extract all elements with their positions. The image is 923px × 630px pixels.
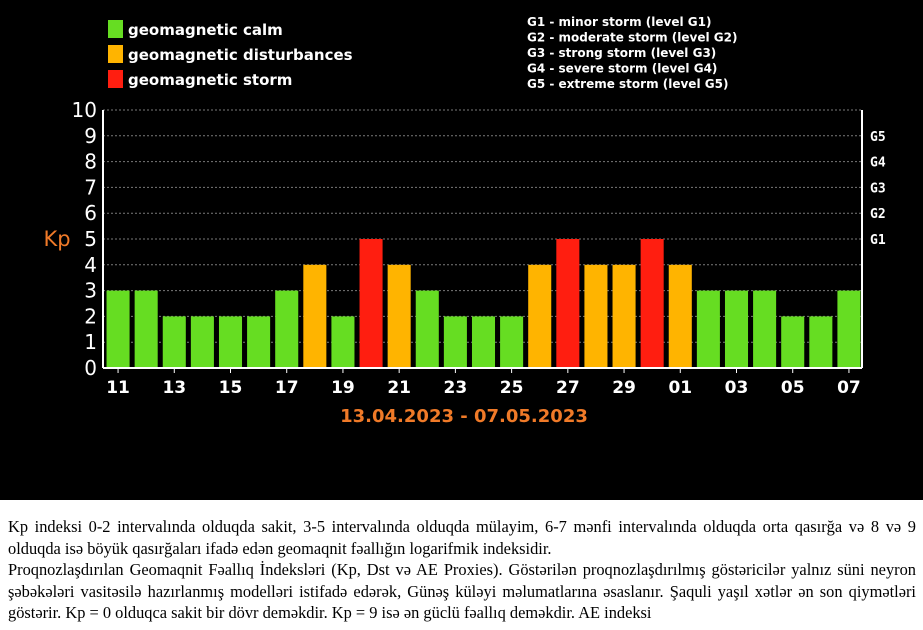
chart-legend [108,20,353,89]
kp-bar [809,316,832,368]
x-tick-label: 15 [218,378,243,398]
storm-level-text: G1 - minor storm (level G1) [527,15,712,29]
description-text [8,516,916,630]
kp-bar [303,265,326,368]
y-tick-label: 5 [84,227,97,251]
storm-level-tick-label: G2 [870,207,886,223]
kp-bar [191,316,214,368]
legend-swatch [108,20,123,38]
kp-bar [472,316,495,368]
kp-bar [641,239,664,368]
grid-lines [103,110,862,342]
legend-label: geomagnetic calm [128,21,283,39]
y-tick-label: 6 [84,201,97,226]
storm-level-tick-label: G5 [870,129,886,145]
y-tick-label: 10 [71,98,97,122]
x-tick-label: 07 [837,378,861,398]
kp-bar [360,239,383,368]
x-tick-label: 21 [387,378,412,398]
storm-level-axis-ticks [870,130,886,248]
storm-level-tick-label: G3 [870,181,886,197]
y-tick-label: 1 [84,330,97,355]
kp-bar [444,316,467,368]
kp-bar [725,291,748,368]
x-tick-label: 03 [724,378,749,398]
kp-bar [837,291,860,368]
x-tick-label: 23 [443,378,468,398]
kp-bar [219,316,242,368]
kp-bar [107,291,130,368]
y-tick-label: 4 [84,252,97,277]
kp-bar [669,265,692,368]
storm-level-list [527,15,737,91]
legend-swatch [108,45,123,63]
x-tick-label: 17 [274,378,299,398]
legend-label: geomagnetic disturbances [128,46,353,64]
x-tick-label: 19 [331,378,355,398]
description-paragraph-2: Proqnozlaşdırılan Geomaqnit Fəallıq İndeksləri (Kp, Dst və AE Proxies). Göstərilən proqnozlaşdırılmış göstəricilər yalnız süni neyron şəbəkələri vasitəsilə hazırlanmış modelləri istifadə edərək, Günəş küləyi məlumatlarına əsaslanır. Şaquli yaşıl xətlər ən son qiymətləri göstərir. Kp = 0 olduqca sakit bir dövr deməkdir. Kp = 9 isə ən güclü fəallıq deməkdir. AE indeksi [8,560,916,622]
x-tick-label: 29 [612,378,636,398]
y-tick-label: 7 [84,175,97,200]
kp-bar [275,291,298,368]
bar-series [107,239,861,368]
kp-bar [753,291,776,368]
kp-bar [500,316,523,368]
x-axis-ticks [106,368,861,398]
y-tick-label: 2 [84,304,97,329]
kp-bar [416,291,439,368]
kp-bar [388,265,411,368]
y-tick-label: 0 [84,356,97,380]
x-tick-label: 05 [780,378,805,398]
x-tick-label: 01 [668,378,693,398]
y-tick-label: 8 [84,149,97,174]
legend-label: geomagnetic storm [128,71,293,89]
kp-bar [247,316,270,368]
y-tick-label: 3 [84,278,97,303]
y-axis-ticks [72,98,97,380]
x-tick-label: 25 [499,378,524,398]
storm-level-text: G4 - severe storm (level G4) [527,61,718,76]
x-tick-label: 11 [106,378,130,398]
storm-level-text: G5 - extreme storm (level G5) [527,77,729,91]
storm-level-tick-label: G1 [870,233,886,248]
description-paragraph-1: Kp indeksi 0-2 intervalında olduqda sakit, 3-5 intervalında olduqda mülayim, 6-7 mənfi intervalında olduqda orta qasırğa və 8 və 9 olduqda isə böyük qasırğaları ifadə edən geomaqnit fəallığın logarifmik indeksidir. [8,517,916,558]
kp-bar [135,291,158,368]
legend-swatch [108,70,123,88]
kp-bar [613,265,636,368]
storm-level-tick-label: G4 [870,155,886,171]
kp-bar [331,316,354,368]
kp-bar [556,239,579,368]
kp-bar [781,316,804,368]
kp-bar [697,291,720,368]
x-tick-label: 13 [162,378,187,398]
kp-bar [163,316,186,368]
x-tick-label: 27 [555,378,580,398]
y-tick-label: 9 [84,123,97,148]
date-range-label: 13.04.2023 - 07.05.2023 [340,406,588,427]
y-axis-label: Kp [43,227,71,251]
kp-bar [528,265,551,368]
storm-level-text: G2 - moderate storm (level G2) [527,30,738,45]
storm-level-text: G3 - strong storm (level G3) [527,46,717,60]
kp-bar [584,265,607,368]
